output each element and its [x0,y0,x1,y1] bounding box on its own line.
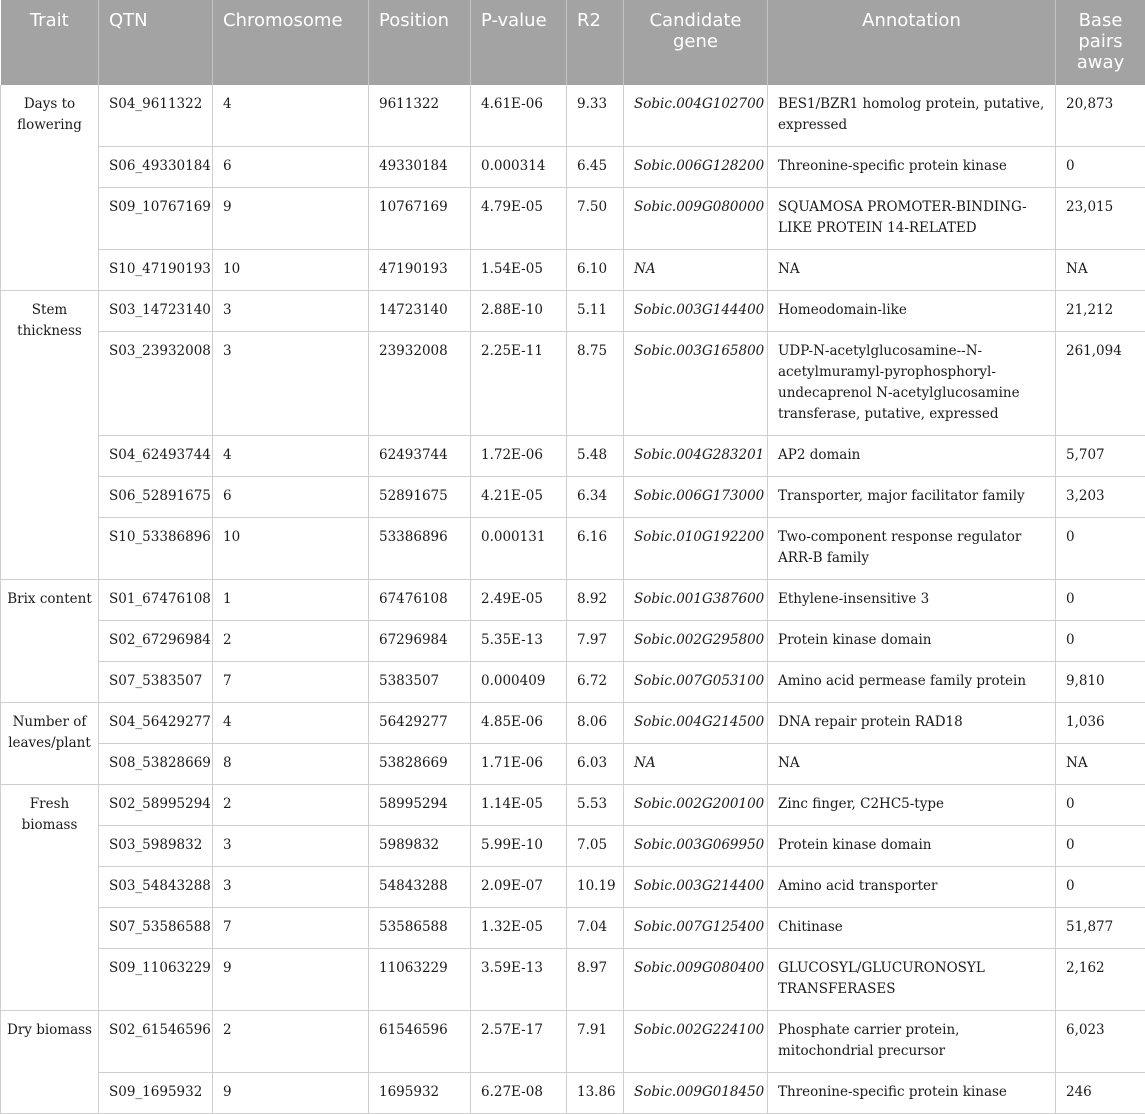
qtn-cell: S06_52891675 [99,477,213,518]
qtn-cell: S08_53828669 [99,744,213,785]
pvalue-cell: 1.54E-05 [471,250,567,291]
chromosome-cell: 10 [213,250,369,291]
header-qtn: QTN [99,0,213,85]
r2-cell: 7.50 [567,188,624,250]
gene-cell: Sobic.007G125400 [624,908,768,949]
table-row [1,85,1145,147]
bp-cell: 0 [1056,147,1145,188]
chromosome-cell: 1 [213,580,369,621]
table-row [1,188,1145,250]
table-body [1,85,1145,1114]
table-row [1,250,1145,291]
qtn-cell: S10_53386896 [99,518,213,580]
table-row [1,1011,1145,1073]
annotation-cell: Transporter, major facilitator family [768,477,1056,518]
bp-cell: NA [1056,744,1145,785]
table-row [1,908,1145,949]
bp-cell: 246 [1056,1073,1145,1114]
annotation-cell: Threonine-specific protein kinase [768,1073,1056,1114]
annotation-cell: Protein kinase domain [768,621,1056,662]
gene-cell: Sobic.002G200100 [624,785,768,826]
qtn-cell: S02_58995294 [99,785,213,826]
r2-cell: 7.97 [567,621,624,662]
annotation-cell: NA [768,250,1056,291]
pvalue-cell: 0.000314 [471,147,567,188]
position-cell: 67296984 [369,621,471,662]
position-cell: 9611322 [369,85,471,147]
position-cell: 54843288 [369,867,471,908]
position-cell: 49330184 [369,147,471,188]
pvalue-cell: 0.000131 [471,518,567,580]
position-cell: 62493744 [369,436,471,477]
qtn-cell: S03_23932008 [99,332,213,436]
table-row [1,518,1145,580]
r2-cell: 6.45 [567,147,624,188]
chromosome-cell: 4 [213,85,369,147]
bp-cell: 0 [1056,580,1145,621]
chromosome-cell: 8 [213,744,369,785]
header-base-pairs-away: Base pairs away [1056,0,1145,85]
position-cell: 23932008 [369,332,471,436]
trait-cell: Brix content [1,580,99,703]
pvalue-cell: 4.79E-05 [471,188,567,250]
table-row [1,949,1145,1011]
r2-cell: 6.03 [567,744,624,785]
header-chromosome: Chromosome [213,0,369,85]
qtn-cell: S04_62493744 [99,436,213,477]
r2-cell: 6.10 [567,250,624,291]
r2-cell: 13.86 [567,1073,624,1114]
annotation-cell: DNA repair protein RAD18 [768,703,1056,744]
table-row [1,785,1145,826]
pvalue-cell: 2.49E-05 [471,580,567,621]
annotation-cell: Two-component response regulator ARR-B family [768,518,1056,580]
qtn-cell: S10_47190193 [99,250,213,291]
annotation-cell: BES1/BZR1 homolog protein, putative, expressed [768,85,1056,147]
annotation-cell: NA [768,744,1056,785]
annotation-cell: Chitinase [768,908,1056,949]
chromosome-cell: 3 [213,291,369,332]
chromosome-cell: 2 [213,785,369,826]
pvalue-cell: 4.85E-06 [471,703,567,744]
pvalue-cell: 2.09E-07 [471,867,567,908]
table-row [1,662,1145,703]
gene-cell: Sobic.010G192200 [624,518,768,580]
annotation-cell: AP2 domain [768,436,1056,477]
bp-cell: 261,094 [1056,332,1145,436]
table-row [1,867,1145,908]
gene-cell: Sobic.003G144400 [624,291,768,332]
pvalue-cell: 1.14E-05 [471,785,567,826]
r2-cell: 6.34 [567,477,624,518]
position-cell: 53586588 [369,908,471,949]
table-row [1,332,1145,436]
qtn-cell: S07_53586588 [99,908,213,949]
position-cell: 53386896 [369,518,471,580]
position-cell: 52891675 [369,477,471,518]
chromosome-cell: 2 [213,1011,369,1073]
r2-cell: 10.19 [567,867,624,908]
annotation-cell: UDP-N-acetylglucosamine--N-acetylmuramyl-pyrophosphoryl-undecaprenol N-acetylglucosamine transferase, putative, expressed [768,332,1056,436]
qtn-cell: S09_1695932 [99,1073,213,1114]
trait-cell: Days to flowering [1,85,99,291]
qtn-cell: S04_56429277 [99,703,213,744]
qtn-cell: S01_67476108 [99,580,213,621]
position-cell: 5989832 [369,826,471,867]
position-cell: 61546596 [369,1011,471,1073]
bp-cell: NA [1056,250,1145,291]
chromosome-cell: 3 [213,826,369,867]
r2-cell: 8.92 [567,580,624,621]
table-row [1,703,1145,744]
annotation-cell: Threonine-specific protein kinase [768,147,1056,188]
table-row [1,147,1145,188]
gene-cell: NA [624,250,768,291]
position-cell: 14723140 [369,291,471,332]
bp-cell: 0 [1056,785,1145,826]
gene-cell: Sobic.006G173000 [624,477,768,518]
bp-cell: 1,036 [1056,703,1145,744]
bp-cell: 6,023 [1056,1011,1145,1073]
gene-cell: Sobic.004G214500 [624,703,768,744]
trait-cell: Stem thickness [1,291,99,580]
r2-cell: 7.04 [567,908,624,949]
r2-cell: 8.75 [567,332,624,436]
r2-cell: 8.06 [567,703,624,744]
header-row [1,0,1145,85]
position-cell: 56429277 [369,703,471,744]
pvalue-cell: 1.32E-05 [471,908,567,949]
bp-cell: 20,873 [1056,85,1145,147]
bp-cell: 21,212 [1056,291,1145,332]
gene-cell: Sobic.004G102700 [624,85,768,147]
trait-cell: Dry biomass [1,1011,99,1114]
chromosome-cell: 10 [213,518,369,580]
gene-cell: Sobic.009G080400 [624,949,768,1011]
gene-cell: Sobic.002G224100 [624,1011,768,1073]
annotation-cell: Amino acid transporter [768,867,1056,908]
table-row [1,477,1145,518]
qtn-cell: S07_5383507 [99,662,213,703]
pvalue-cell: 2.57E-17 [471,1011,567,1073]
qtn-cell: S03_5989832 [99,826,213,867]
position-cell: 11063229 [369,949,471,1011]
gene-cell: NA [624,744,768,785]
chromosome-cell: 3 [213,332,369,436]
pvalue-cell: 4.21E-05 [471,477,567,518]
position-cell: 1695932 [369,1073,471,1114]
qtn-cell: S09_10767169 [99,188,213,250]
r2-cell: 9.33 [567,85,624,147]
trait-cell: Number of leaves/plant [1,703,99,785]
table-row [1,1073,1145,1114]
r2-cell: 5.48 [567,436,624,477]
table-row [1,826,1145,867]
gene-cell: Sobic.001G387600 [624,580,768,621]
pvalue-cell: 3.59E-13 [471,949,567,1011]
pvalue-cell: 2.88E-10 [471,291,567,332]
chromosome-cell: 3 [213,867,369,908]
header-r2: R2 [567,0,624,85]
chromosome-cell: 9 [213,188,369,250]
annotation-cell: Protein kinase domain [768,826,1056,867]
annotation-cell: Zinc finger, C2HC5-type [768,785,1056,826]
bp-cell: 0 [1056,621,1145,662]
bp-cell: 0 [1056,518,1145,580]
qtn-cell: S03_14723140 [99,291,213,332]
header-trait: Trait [1,0,99,85]
position-cell: 5383507 [369,662,471,703]
position-cell: 53828669 [369,744,471,785]
pvalue-cell: 2.25E-11 [471,332,567,436]
table-row [1,621,1145,662]
annotation-cell: SQUAMOSA PROMOTER-BINDING-LIKE PROTEIN 14-RELATED [768,188,1056,250]
bp-cell: 9,810 [1056,662,1145,703]
qtn-cell: S02_61546596 [99,1011,213,1073]
header-annotation: Annotation [768,0,1056,85]
bp-cell: 23,015 [1056,188,1145,250]
r2-cell: 7.05 [567,826,624,867]
header-pvalue: P-value [471,0,567,85]
chromosome-cell: 2 [213,621,369,662]
pvalue-cell: 5.99E-10 [471,826,567,867]
pvalue-cell: 6.27E-08 [471,1073,567,1114]
qtn-cell: S06_49330184 [99,147,213,188]
r2-cell: 7.91 [567,1011,624,1073]
chromosome-cell: 7 [213,908,369,949]
gene-cell: Sobic.009G018450 [624,1073,768,1114]
header-position: Position [369,0,471,85]
table-row [1,744,1145,785]
header-candidate-gene: Candidate gene [624,0,768,85]
gene-cell: Sobic.003G165800 [624,332,768,436]
r2-cell: 6.16 [567,518,624,580]
table-row [1,436,1145,477]
r2-cell: 5.11 [567,291,624,332]
annotation-cell: Amino acid permease family protein [768,662,1056,703]
qtn-cell: S04_9611322 [99,85,213,147]
r2-cell: 5.53 [567,785,624,826]
pvalue-cell: 5.35E-13 [471,621,567,662]
gene-cell: Sobic.003G214400 [624,867,768,908]
chromosome-cell: 4 [213,436,369,477]
gene-cell: Sobic.003G069950 [624,826,768,867]
bp-cell: 3,203 [1056,477,1145,518]
chromosome-cell: 9 [213,949,369,1011]
position-cell: 10767169 [369,188,471,250]
annotation-cell: Phosphate carrier protein, mitochondrial precursor [768,1011,1056,1073]
bp-cell: 0 [1056,867,1145,908]
trait-cell: Fresh biomass [1,785,99,1011]
qtn-cell: S03_54843288 [99,867,213,908]
r2-cell: 6.72 [567,662,624,703]
table-row [1,580,1145,621]
gene-cell: Sobic.007G053100 [624,662,768,703]
annotation-cell: Ethylene-insensitive 3 [768,580,1056,621]
bp-cell: 0 [1056,826,1145,867]
qtn-cell: S09_11063229 [99,949,213,1011]
bp-cell: 5,707 [1056,436,1145,477]
chromosome-cell: 7 [213,662,369,703]
position-cell: 67476108 [369,580,471,621]
position-cell: 47190193 [369,250,471,291]
bp-cell: 2,162 [1056,949,1145,1011]
chromosome-cell: 6 [213,147,369,188]
gene-cell: Sobic.004G283201 [624,436,768,477]
chromosome-cell: 9 [213,1073,369,1114]
pvalue-cell: 1.71E-06 [471,744,567,785]
qtn-cell: S02_67296984 [99,621,213,662]
annotation-cell: Homeodomain-like [768,291,1056,332]
annotation-cell: GLUCOSYL/GLUCURONOSYL TRANSFERASES [768,949,1056,1011]
gene-cell: Sobic.006G128200 [624,147,768,188]
gene-cell: Sobic.002G295800 [624,621,768,662]
pvalue-cell: 0.000409 [471,662,567,703]
bp-cell: 51,877 [1056,908,1145,949]
chromosome-cell: 4 [213,703,369,744]
pvalue-cell: 4.61E-06 [471,85,567,147]
position-cell: 58995294 [369,785,471,826]
table-header [1,0,1145,85]
pvalue-cell: 1.72E-06 [471,436,567,477]
r2-cell: 8.97 [567,949,624,1011]
table-row [1,291,1145,332]
gene-cell: Sobic.009G080000 [624,188,768,250]
chromosome-cell: 6 [213,477,369,518]
